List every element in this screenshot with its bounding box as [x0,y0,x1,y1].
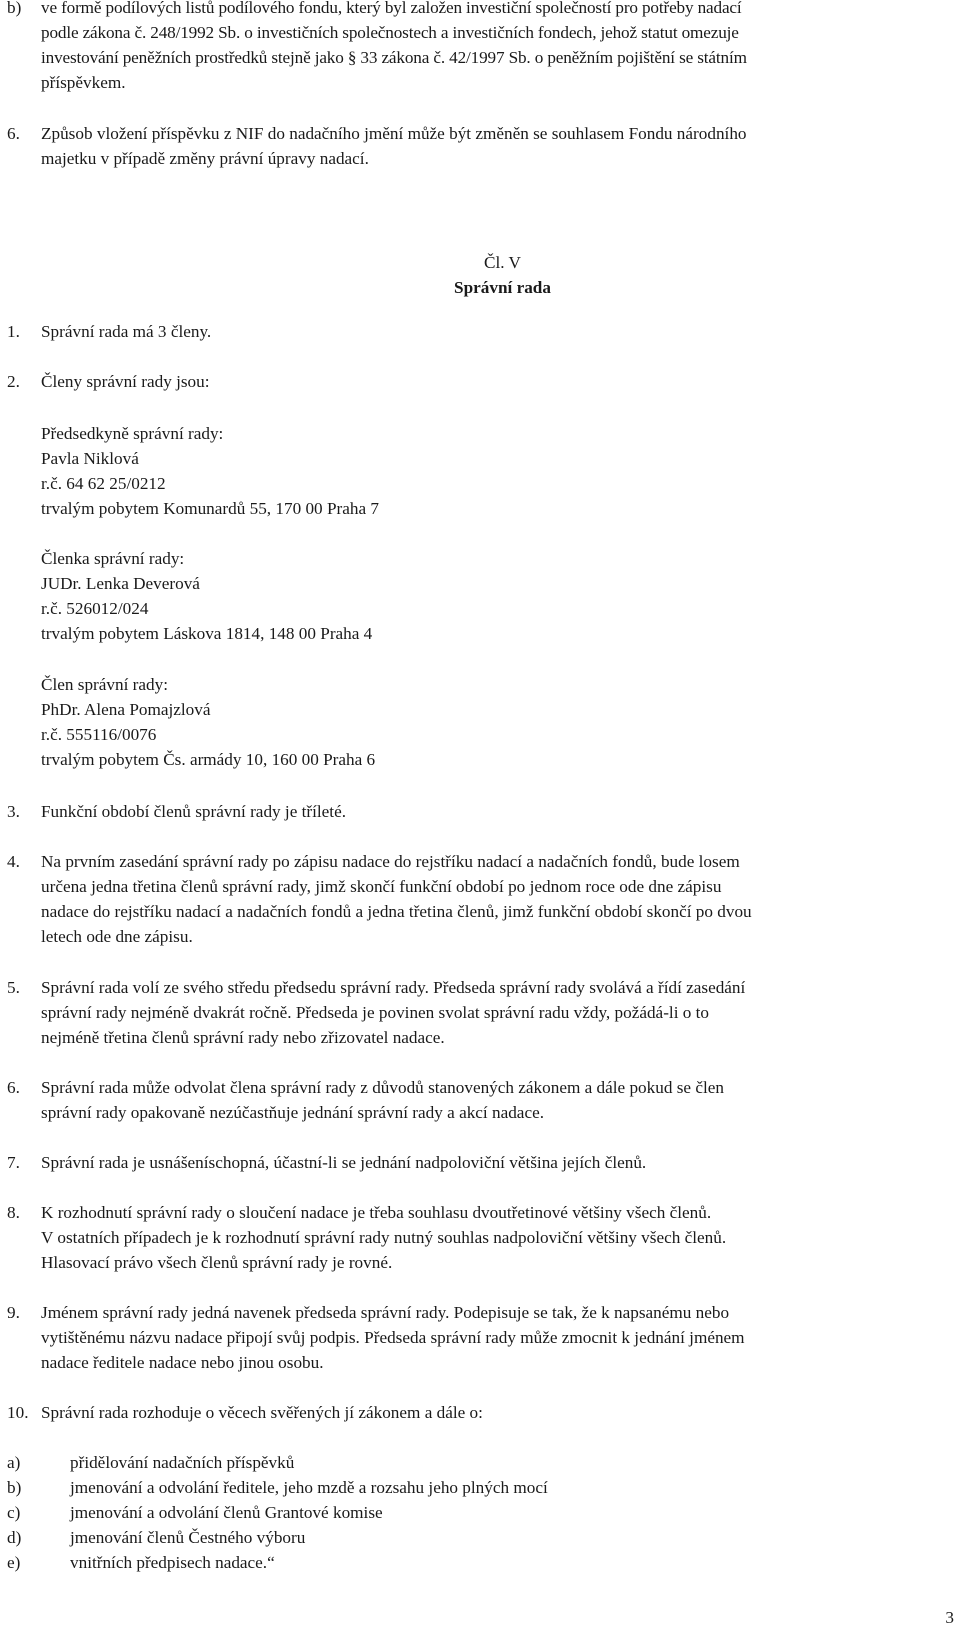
text-line: investování peněžních prostředků stejně jako § 33 zákona č. 42/1997 Sb. o peněžním pojištění se státním [41,48,747,67]
list-item-letter: e) [7,1553,21,1572]
list-item-text: jmenování a odvolání členů Grantové komise [70,1503,383,1522]
board-member [41,672,375,772]
list-item [7,1500,907,1525]
text-line: majetku v případě změny právní úpravy nadací. [41,149,369,168]
paragraph-number: 7. [7,1153,20,1172]
list-item [7,1525,907,1550]
board-member [41,421,379,521]
list-item [7,1450,907,1475]
paragraph-text: Funkční období členů správní rady je tříleté. [41,802,347,821]
list-item [7,1475,907,1500]
paragraph-number: 3. [7,802,20,821]
list-item-letter: c) [7,1503,21,1522]
list-item-text: jmenování a odvolání ředitele, jeho mzdě a rozsahu jeho plných mocí [70,1478,548,1497]
list-item-text: přidělování nadačních příspěvků [70,1453,295,1472]
page-number: 3 [945,1608,954,1627]
item-number: 6. [7,124,20,143]
text-line: Správní rada je usnášeníschopná, účastní-li se jednání nadpoloviční většina jejích členů. [41,1153,647,1172]
text-line: Způsob vložení příspěvku z NIF do nadačního jmění může být změněn se souhlasem Fondu národního [41,124,747,143]
paragraph-text: Členy správní rady jsou: [41,372,210,391]
article-heading [0,250,960,300]
text-line: nadace ředitele nadace nebo jinou osobu. [41,1353,324,1372]
text-line: ve formě podílových listů podílového fondu, který byl založen investiční společností pro potřeby nadací [41,0,742,17]
paragraph-number: 4. [7,852,20,871]
article-title: Správní rada [454,278,551,297]
text-line: určena jedna třetina členů správní rady, jimž skončí funkční období po jednom roce ode dne zápisu [41,877,722,896]
paragraph-number: 5. [7,978,20,997]
paragraph-text: Správní rada má 3 členy. [41,322,212,341]
text-line: Jménem správní rady jedná navenek předseda správní rady. Podepisuje se tak, že k napsanému nebo [41,1303,730,1322]
member-address: trvalým pobytem Láskova 1814, 148 00 Praha 4 [41,624,373,643]
member-id: r.č. 64 62 25/0212 [41,474,166,493]
text-line: vytištěnému názvu nadace připojí svůj podpis. Předseda správní rady může zmocnit k jednání jménem [41,1328,745,1347]
paragraph-number: 10. [7,1403,29,1422]
member-name: JUDr. Lenka Deverová [41,574,200,593]
paragraph-number: 1. [7,322,20,341]
member-role: Předsedkyně správní rady: [41,424,224,443]
text-line: K rozhodnutí správní rady o sloučení nadace je třeba souhlasu dvoutřetinové většiny všech členů. [41,1203,712,1222]
text-line: letech ode dne zápisu. [41,927,193,946]
text-line: nejméně třetina členů správní rady nebo zřizovatel nadace. [41,1028,445,1047]
paragraph-number: 8. [7,1203,20,1222]
text-line: Správní rada může odvolat člena správní rady z důvodů stanovených zákonem a dále pokud se člen [41,1078,724,1097]
text-line: správní rady opakovaně nezúčastňuje jednání správní rady a akcí nadace. [41,1103,544,1122]
member-address: trvalým pobytem Komunardů 55, 170 00 Praha 7 [41,499,379,518]
member-role: Člen správní rady: [41,675,168,694]
paragraph-number: 2. [7,372,20,391]
member-address: trvalým pobytem Čs. armády 10, 160 00 Praha 6 [41,750,376,769]
paragraph-number: 9. [7,1303,20,1322]
list-item [7,1550,907,1575]
decision-list [7,1450,907,1575]
text-line: příspěvkem. [41,73,126,92]
list-item-text: jmenování členů Čestného výboru [70,1528,306,1547]
board-member [41,546,372,646]
text-line: správní rady nejméně dvakrát ročně. Předseda je povinen svolat správní radu vždy, požádá-li o to [41,1003,710,1022]
list-item-letter: a) [7,1453,21,1472]
paragraph-text: Správní rada rozhoduje o věcech svěřených jí zákonem a dále o: [41,1403,483,1422]
member-name: PhDr. Alena Pomajzlová [41,700,211,719]
text-line: Na prvním zasedání správní rady po zápisu nadace do rejstříku nadací a nadačních fondů, bude losem [41,852,740,871]
member-role: Členka správní rady: [41,549,185,568]
text-line: podle zákona č. 248/1992 Sb. o investičních společnostech a investičních fondech, jehož statut omezuje [41,23,739,42]
list-item-letter: b) [7,1478,22,1497]
list-item-text: vnitřních předpisech nadace.“ [70,1553,275,1572]
item-letter: b) [7,0,22,17]
list-item-letter: d) [7,1528,22,1547]
member-name: Pavla Niklová [41,449,139,468]
text-line: Správní rada volí ze svého středu předsedu správní rady. Předseda správní rady svolává a řídí zasedání [41,978,746,997]
member-id: r.č. 555116/0076 [41,725,157,744]
text-line: Hlasovací právo všech členů správní rady je rovné. [41,1253,393,1272]
paragraph-number: 6. [7,1078,20,1097]
member-id: r.č. 526012/024 [41,599,149,618]
article-number: Čl. V [484,253,521,272]
text-line: nadace do rejstříku nadací a nadačních fondů a jedna třetina členů, jimž funkční období skončí po dvou [41,902,752,921]
text-line: V ostatních případech je k rozhodnutí správní rady nutný souhlas nadpoloviční většiny všech členů. [41,1228,727,1247]
